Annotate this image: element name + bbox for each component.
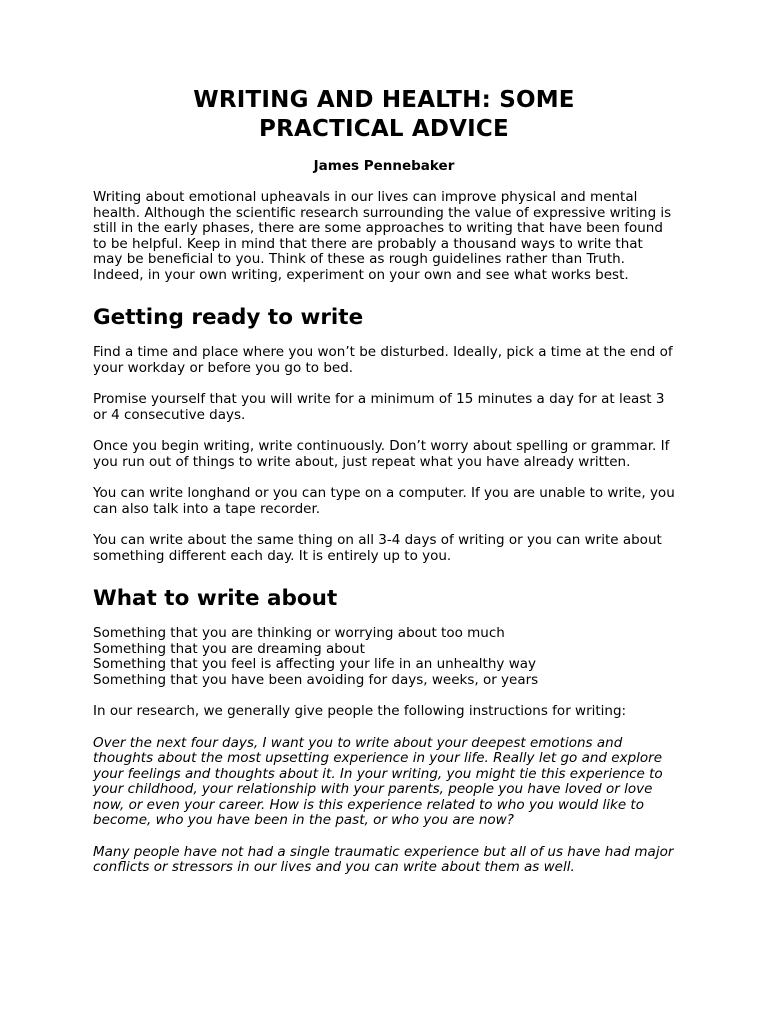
getting-ready-paragraph-4: You can write longhand or you can type on a computer. If you are unable to write, you can also talk into a tape recorder. [93,485,675,517]
intro-paragraph: Writing about emotional upheavals in our lives can improve physical and mental health. Although the scientific research surrounding the value of expressive writing is still in the early phases, there are some approaches to writing that have been found to be helpful. Keep in mind that there are probably a thousand ways to write that may be beneficial to you. Think of these as rough guidelines rather than Truth. Indeed, in your own writing, experiment on your own and see what works best. [93,189,672,283]
document-author: James Pennebaker [313,158,455,174]
topic-item: Something that you have been avoiding for days, weeks, or years [93,671,539,688]
getting-ready-paragraph-3: Once you begin writing, write continuously. Don’t worry about spelling or grammar. If you run out of things to write about, just repeat what you have already written. [93,438,670,470]
section-heading-what-to-write: What to write about [93,586,338,611]
document-page [93,86,675,876]
topic-list [93,626,675,688]
topic-item: Something that you feel is affecting your life in an unhealthy way [93,656,536,672]
topic-item: Something that you are dreaming about [93,640,365,657]
instructions-quote: Over the next four days, I want you to write about your deepest emotions and thoughts about the most upsetting experience in your life. Really let go and explore your feelings and thoughts about it. In your writing, you might tie this experience to your childhood, your relationship with your parents, people you have loved or love now, or even your career. How is this experience related to who you would like to become, who you have been in the past, or who you are now? [93,734,663,828]
document-title-line-1: WRITING AND HEALTH: SOME [193,87,575,113]
document-title [93,86,675,144]
getting-ready-paragraph-1: Find a time and place where you won’t be disturbed. Ideally, pick a time at the end of your workday or before you go to bed. [93,344,673,376]
section-heading-getting-ready: Getting ready to write [93,305,364,330]
topic-item: Something that you are thinking or worrying about too much [93,625,505,641]
instructions-intro: In our research, we generally give people the following instructions for writing: [93,703,627,719]
closing-note: Many people have not had a single traumatic experience but all of us have had major conflicts or stressors in our lives and you can write about them as well. [93,843,674,875]
getting-ready-paragraph-5: You can write about the same thing on all 3-4 days of writing or you can write about something different each day. It is entirely up to you. [93,532,662,564]
document-title-line-2: PRACTICAL ADVICE [259,116,509,142]
getting-ready-paragraph-2: Promise yourself that you will write for a minimum of 15 minutes a day for at least 3 or 4 consecutive days. [93,391,665,423]
